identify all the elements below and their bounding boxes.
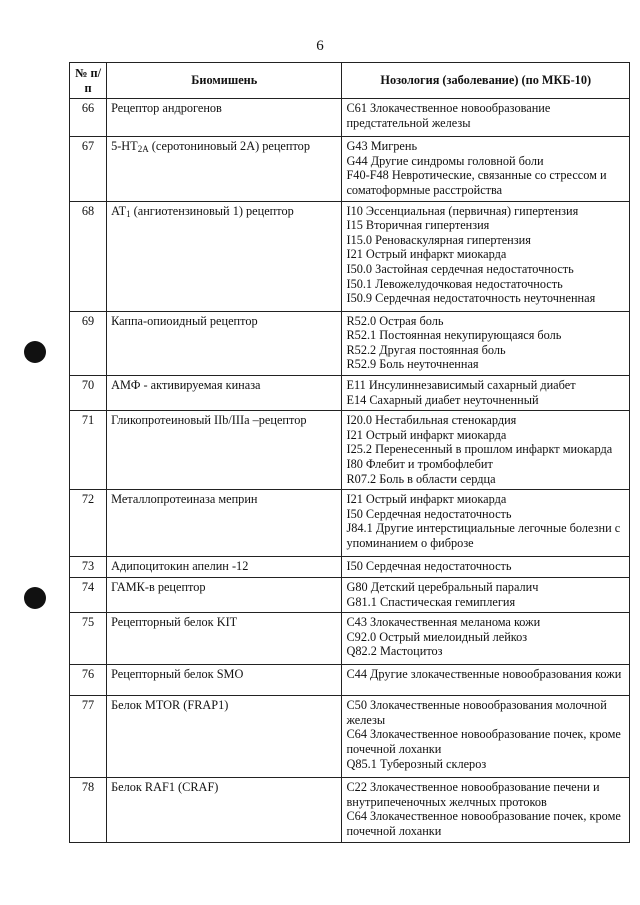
biotarget-cell xyxy=(107,613,342,665)
biotarget-name: Гликопротеиновый IIb/IIIa –рецептор xyxy=(111,413,307,428)
biotarget-name: Рецепторный белок KIT xyxy=(111,615,238,630)
nosology-entry: R52.9 Боль неуточненная xyxy=(346,357,479,372)
table-row xyxy=(70,137,630,201)
nosology-entry: R52.1 Постоянная некупирующаяся боль xyxy=(346,328,562,343)
biotarget-cell xyxy=(107,375,342,410)
table-row xyxy=(70,311,630,375)
biotarget-name-rest: (ангиотензиновый 1) рецептор xyxy=(130,203,294,218)
nosology-cell xyxy=(342,490,630,557)
row-number: 77 xyxy=(70,696,107,778)
nosology-entry: C92.0 Острый миелоидный лейкоз xyxy=(346,629,528,644)
nosology-cell xyxy=(342,375,630,410)
row-number: 70 xyxy=(70,375,107,410)
row-number: 67 xyxy=(70,137,107,201)
biotarget-cell xyxy=(107,696,342,778)
header-target: Биомишень xyxy=(107,63,342,99)
table-row xyxy=(70,665,630,696)
biotarget-cell xyxy=(107,137,342,201)
biotarget-table xyxy=(69,62,630,843)
table-row xyxy=(70,778,630,842)
header-num: № п/п xyxy=(70,63,107,99)
nosology-entry: C61 Злокачественное новообразование предстательной железы xyxy=(346,101,551,130)
biotarget-name-rest: (серотониновый 2А) рецептор xyxy=(148,139,310,154)
biotarget-cell xyxy=(107,778,342,842)
biotarget-cell xyxy=(107,665,342,696)
nosology-entry: C64 Злокачественное новообразование почек, кроме почечной лоханки xyxy=(346,727,621,757)
nosology-cell xyxy=(342,578,630,613)
nosology-entry: I21 Острый инфаркт миокарда xyxy=(346,427,507,442)
table-row xyxy=(70,557,630,578)
nosology-cell xyxy=(342,311,630,375)
row-number: 78 xyxy=(70,778,107,842)
biotarget-name: Белок RAF1 (CRAF) xyxy=(111,780,219,795)
nosology-cell xyxy=(342,137,630,201)
nosology-entry: E14 Сахарный диабет неуточненный xyxy=(346,392,539,407)
biotarget-name: AT xyxy=(111,203,127,218)
nosology-entry: Q82.2 Мастоцитоз xyxy=(346,644,443,659)
nosology-entry: R52.2 Другая постоянная боль xyxy=(346,342,506,357)
nosology-entry: I50.0 Застойная сердечная недостаточность xyxy=(346,261,574,276)
biotarget-name: Адипоцитокин апелин -12 xyxy=(111,559,249,574)
nosology-cell xyxy=(342,696,630,778)
nosology-entry: G44 Другие синдромы головной боли xyxy=(346,153,544,168)
nosology-entry: I21 Острый инфаркт миокарда xyxy=(346,492,507,507)
table-row xyxy=(70,696,630,778)
table-row xyxy=(70,411,630,490)
biotarget-name: Белок MTOR (FRAP1) xyxy=(111,698,229,713)
nosology-entry: R52.0 Острая боль xyxy=(346,313,444,328)
nosology-entry: C44 Другие злокачественные новообразования кожи xyxy=(346,667,622,682)
page-number: 6 xyxy=(316,38,324,54)
row-number: 75 xyxy=(70,613,107,665)
punch-hole xyxy=(24,587,46,609)
biotarget-cell xyxy=(107,99,342,137)
nosology-entry: I50 Сердечная недостаточность xyxy=(346,559,512,574)
biotarget-cell xyxy=(107,411,342,490)
nosology-entry: C64 Злокачественное новообразование почек, кроме почечной лоханки xyxy=(346,809,621,839)
header-nosology: Нозология (заболевание) (по МКБ-10) xyxy=(342,63,630,99)
nosology-cell xyxy=(342,613,630,665)
biotarget-cell xyxy=(107,311,342,375)
nosology-entry: I15 Вторичная гипертензия xyxy=(346,218,490,233)
nosology-entry: I80 Флебит и тромбофлебит xyxy=(346,456,493,471)
table-row xyxy=(70,613,630,665)
nosology-entry: Q85.1 Туберозный склероз xyxy=(346,756,487,771)
table-row xyxy=(70,578,630,613)
nosology-entry: I21 Острый инфаркт миокарда xyxy=(346,247,507,262)
nosology-entry: E11 Инсулиннезависимый сахарный диабет xyxy=(346,377,576,392)
nosology-entry: I20.0 Нестабильная стенокардия xyxy=(346,413,517,428)
table-body xyxy=(70,99,630,842)
biotarget-name: 5-HT xyxy=(111,139,138,154)
row-number: 71 xyxy=(70,411,107,490)
nosology-cell xyxy=(342,201,630,311)
nosology-cell xyxy=(342,778,630,842)
nosology-entry: I50.9 Сердечная недостаточность неуточненная xyxy=(346,291,596,306)
row-number: 69 xyxy=(70,311,107,375)
punch-hole xyxy=(24,341,46,363)
nosology-entry: G80 Детский церебральный паралич xyxy=(346,580,539,595)
table-row xyxy=(70,99,630,137)
row-number: 66 xyxy=(70,99,107,137)
biotarget-name: Рецепторный белок SMO xyxy=(111,667,244,682)
table-row xyxy=(70,375,630,410)
nosology-entry: G43 Мигрень xyxy=(346,139,418,154)
nosology-entry: C50 Злокачественные новообразования молочной железы xyxy=(346,698,607,727)
biotarget-cell xyxy=(107,490,342,557)
biotarget-subscript: 2A xyxy=(137,144,149,155)
biotarget-cell xyxy=(107,557,342,578)
row-number: 72 xyxy=(70,490,107,557)
row-number: 68 xyxy=(70,201,107,311)
nosology-cell xyxy=(342,411,630,490)
nosology-cell xyxy=(342,557,630,578)
row-number: 73 xyxy=(70,557,107,578)
row-number: 76 xyxy=(70,665,107,696)
nosology-entry: I25.2 Перенесенный в прошлом инфаркт миокарда xyxy=(346,442,613,457)
biotarget-subscript: 1 xyxy=(126,208,131,219)
nosology-entry: I50.1 Левожелудочковая недостаточность xyxy=(346,276,563,291)
nosology-entry: R07.2 Боль в области сердца xyxy=(346,471,496,486)
biotarget-name: Металлопротеиназа меприн xyxy=(111,492,258,507)
row-number: 74 xyxy=(70,578,107,613)
table-row xyxy=(70,201,630,311)
biotarget-name: Рецептор андрогенов xyxy=(111,101,222,116)
biotarget-name: Каппа-опиоидный рецептор xyxy=(111,313,258,328)
table-row xyxy=(70,490,630,557)
biotarget-cell xyxy=(107,201,342,311)
biotarget-name: АМФ - активируемая киназа xyxy=(111,377,261,392)
biotarget-cell xyxy=(107,578,342,613)
biotarget-name: ГАМК-в рецептор xyxy=(111,580,206,595)
nosology-entry: J84.1 Другие интерстициальные легочные болезни с упоминанием о фиброзе xyxy=(346,521,621,550)
nosology-entry: G81.1 Спастическая гемиплегия xyxy=(346,594,516,609)
nosology-cell xyxy=(342,99,630,137)
nosology-entry: I10 Эссенциальная (первичная) гипертензия xyxy=(346,203,579,218)
table-header-row xyxy=(70,63,630,99)
nosology-entry: F40-F48 Невротические, связанные со стрессом и соматоформные расстройства xyxy=(346,168,607,197)
nosology-entry: I15.0 Реноваскулярная гипертензия xyxy=(346,232,531,247)
nosology-entry: C22 Злокачественное новообразование печени и внутрипеченочных желчных протоков xyxy=(346,780,600,809)
nosology-entry: C43 Злокачественная меланома кожи xyxy=(346,615,541,630)
nosology-cell xyxy=(342,665,630,696)
nosology-entry: I50 Сердечная недостаточность xyxy=(346,506,512,521)
